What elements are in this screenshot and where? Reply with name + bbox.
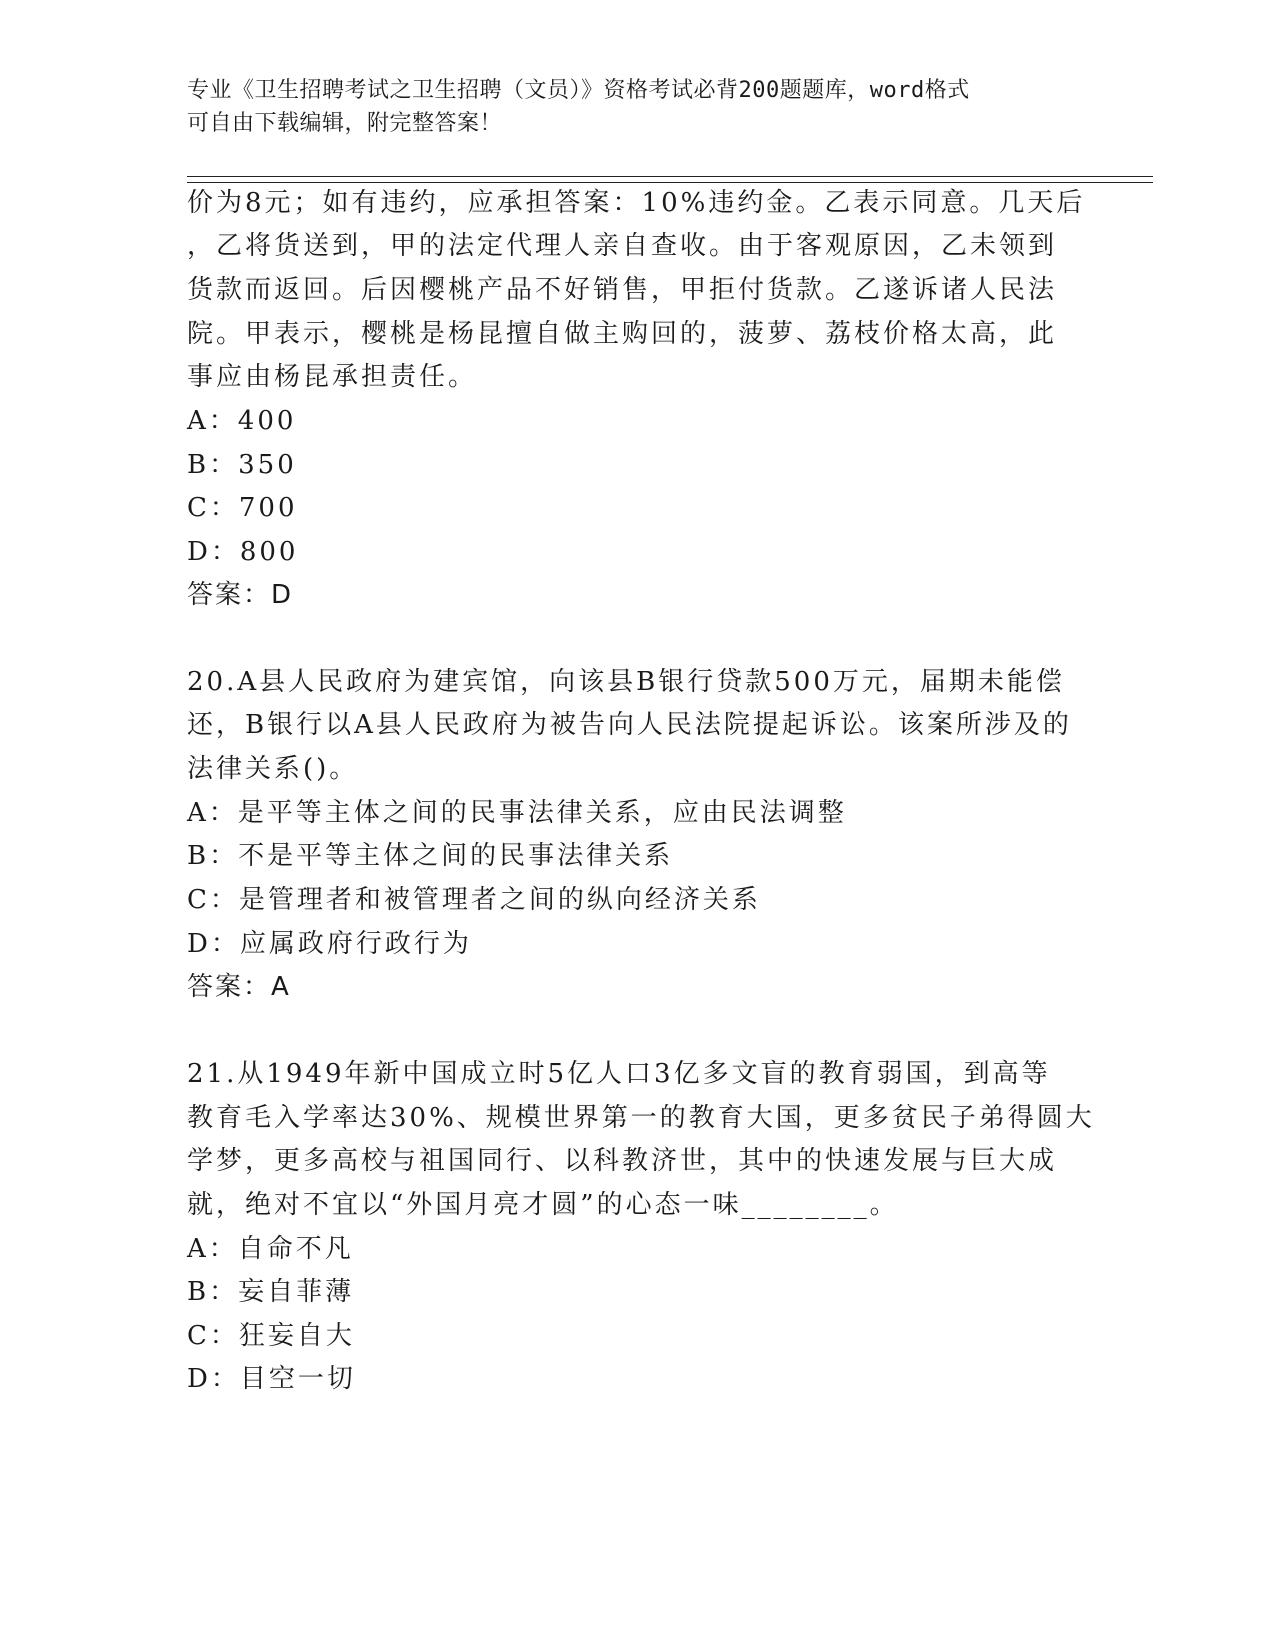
header-double-rule: [187, 176, 1153, 183]
document-header: [187, 74, 1087, 140]
question-text-line: 还，B银行以A县人民政府为被告向人民法院提起诉讼。该案所涉及的: [187, 710, 1072, 740]
header-line-1: 专业《卫生招聘考试之卫生招聘（文员）》资格考试必背200题题库，word格式: [187, 78, 970, 103]
question-text-line: 就，绝对不宜以“外国月亮才圆”的心态一味________。: [187, 1190, 899, 1220]
option-b: B：不是平等主体之间的民事法律关系: [187, 841, 674, 871]
question-text-line: 价为8元；如有违约，应承担答案：10%违约金。乙表示同意。几天后: [187, 188, 1086, 218]
option-b: B：350: [187, 450, 297, 480]
option-c: C：是管理者和被管理者之间的纵向经济关系: [187, 885, 761, 915]
question-text-line: ，乙将货送到，甲的法定代理人亲自查收。由于客观原因，乙未领到: [187, 231, 1058, 261]
question-text-line: 法律关系()。: [187, 754, 359, 784]
option-c: C：狂妄自大: [187, 1321, 355, 1351]
option-d: D：800: [187, 537, 299, 567]
question-text-line: 21.从1949年新中国成立时5亿人口3亿多文盲的教育弱国，到高等: [187, 1059, 1051, 1089]
question-text-line: 20.A县人民政府为建宾馆，向该县B银行贷款500万元，届期未能偿: [187, 667, 1065, 697]
option-c: C：700: [187, 493, 298, 523]
question-text-line: 学梦，更多高校与祖国同行、以科教济世，其中的快速发展与巨大成: [187, 1146, 1058, 1176]
question-text-line: 院。甲表示，樱桃是杨昆擅自做主购回的，菠萝、荔枝价格太高，此: [187, 319, 1058, 349]
question-text-line: 事应由杨昆承担责任。: [187, 362, 478, 392]
option-a: A：400: [187, 406, 297, 436]
option-d: D：应属政府行政行为: [187, 929, 472, 959]
option-b: B：妄自菲薄: [187, 1277, 355, 1307]
question-text-line: 教育毛入学率达30%、规模世界第一的教育大国，更多贫民子弟得圆大: [187, 1103, 1095, 1133]
answer-label: 答案：D: [187, 580, 294, 610]
header-line-2: 可自由下载编辑，附完整答案！: [187, 111, 503, 136]
option-d: D：目空一切: [187, 1364, 356, 1394]
question-text-line: 货款而返回。后因樱桃产品不好销售，甲拒付货款。乙遂诉诸人民法: [187, 275, 1058, 305]
answer-label: 答案：A: [187, 972, 291, 1002]
option-a: A：自命不凡: [187, 1234, 354, 1264]
option-a: A：是平等主体之间的民事法律关系，应由民法调整: [187, 798, 847, 828]
